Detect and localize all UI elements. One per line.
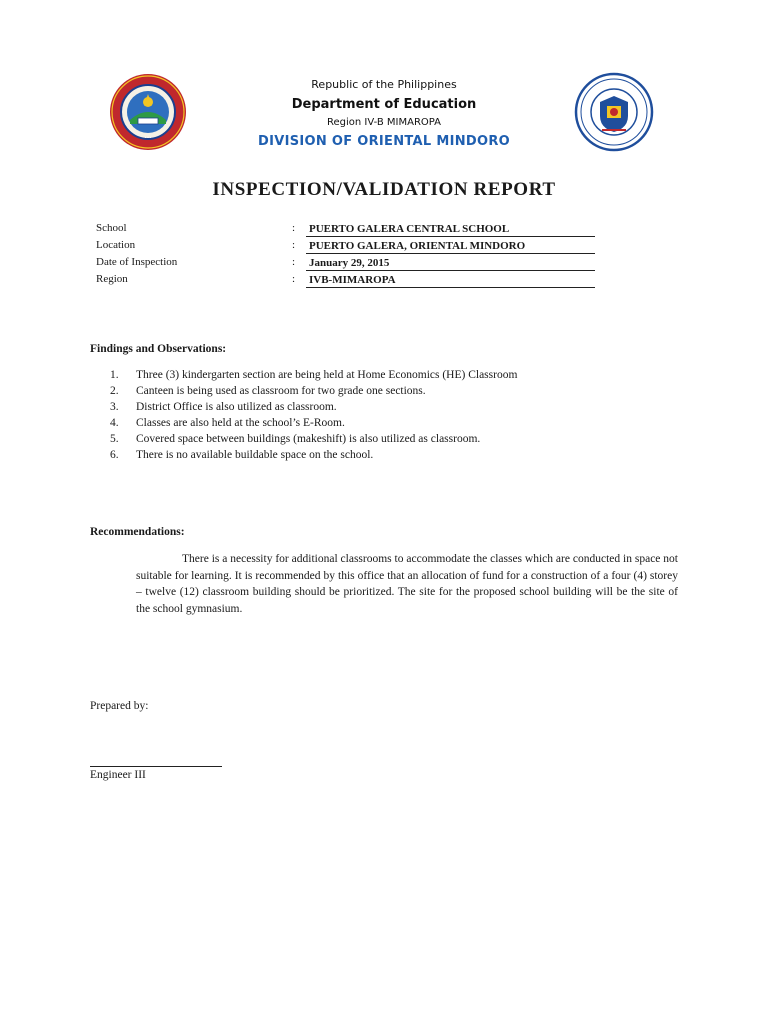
list-item [110, 431, 650, 447]
list-text: District Office is also utilized as classroom. [136, 401, 337, 413]
info-value: PUERTO GALERA CENTRAL SCHOOL [306, 222, 595, 237]
info-colon: : [292, 256, 296, 268]
list-text: There is no available buildable space on the school. [136, 449, 374, 461]
list-number: 3. [110, 401, 119, 413]
info-label: Date of Inspection [96, 256, 178, 268]
list-text: Covered space between buildings (makeshift) is also utilized as classroom. [136, 433, 481, 445]
signature-line [90, 766, 222, 767]
list-number: 4. [110, 417, 119, 429]
info-colon: : [292, 273, 296, 285]
info-label: Location [96, 239, 136, 251]
list-text: Three (3) kindergarten section are being held at Home Economics (HE) Classroom [136, 369, 518, 381]
list-text: Canteen is being used as classroom for two grade one sections. [136, 385, 426, 397]
list-item [110, 415, 650, 431]
list-item [110, 399, 650, 415]
info-colon: : [292, 222, 296, 234]
list-item [110, 367, 650, 383]
region-text: Region IV-B MIMAROPA [326, 117, 441, 128]
info-value: January 29, 2015 [306, 256, 595, 271]
info-value: PUERTO GALERA, ORIENTAL MINDORO [306, 239, 595, 254]
list-item [110, 447, 650, 463]
division-name: DIVISION OF ORIENTAL MINDORO [258, 134, 510, 149]
list-number: 2. [110, 385, 119, 397]
info-label: School [96, 222, 127, 234]
department-name: Department of Education [291, 97, 477, 112]
list-number: 6. [110, 449, 119, 461]
recommendations-paragraph: There is a necessity for additional classrooms to accommodate the classes which are conducted in space not suitable for learning. It is recommended by this office that an allocation of fund for a construction of a four (4) storey – twelve (12) classroom building should be prioritized. The site for the proposed school building will be the site of the school gymnasium. [136, 553, 678, 615]
republic-text: Republic of the Philippines [311, 78, 457, 91]
list-item [110, 383, 650, 399]
info-label: Region [96, 273, 128, 285]
info-row-date [96, 255, 596, 272]
info-row-school [96, 221, 596, 238]
info-row-location [96, 238, 596, 255]
report-title: INSPECTION/VALIDATION REPORT [212, 179, 556, 200]
list-number: 1. [110, 369, 119, 381]
list-number: 5. [110, 433, 119, 445]
findings-list [110, 367, 650, 463]
recommendations-heading: Recommendations: [90, 526, 185, 538]
list-text: Classes are also held at the school’s E-Room. [136, 417, 345, 429]
info-colon: : [292, 239, 296, 251]
signatory-position: Engineer III [90, 769, 146, 781]
info-value: IVB-MIMAROPA [306, 273, 595, 288]
report-info-table [96, 221, 596, 289]
findings-heading: Findings and Observations: [90, 343, 227, 355]
svg-text:•••: ••• [144, 135, 152, 140]
info-row-region [96, 272, 596, 289]
deped-seal-icon [574, 72, 654, 152]
prepared-by-label: Prepared by: [90, 700, 149, 712]
